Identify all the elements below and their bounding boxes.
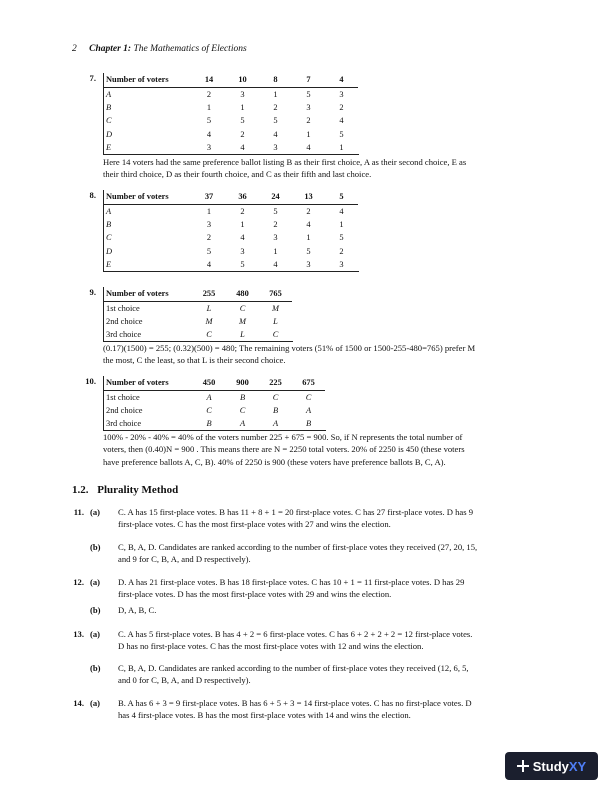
answer-number: 11.	[73, 507, 84, 517]
problem-number: 7.	[89, 73, 96, 83]
table-cell: C	[239, 304, 246, 313]
page-number: 2	[72, 44, 77, 54]
header-label: Number of voters	[104, 287, 192, 302]
row-label: 3rd choice	[106, 419, 142, 429]
row-label: A	[106, 207, 112, 216]
note-line: Here 14 voters had the same preference ballot listing B as their first choice, A as their second choice, E as	[103, 157, 467, 167]
problem-7-explanation	[103, 156, 573, 181]
count-cell: 5	[325, 190, 358, 205]
part-label: (a)	[90, 629, 101, 639]
count-cell: 255	[192, 287, 226, 302]
part-label: (a)	[90, 507, 101, 517]
table-cell: 1	[339, 142, 344, 152]
table-cell: 2	[273, 103, 278, 113]
table-cell: C	[239, 406, 246, 416]
table-row	[104, 404, 325, 417]
table-row	[104, 258, 358, 271]
table-cell: 4	[273, 129, 278, 139]
answer-line: and 0 for C, B, A, and D respectively).	[118, 675, 251, 686]
table-cell: 2	[306, 207, 311, 216]
count-cell: 10	[226, 73, 259, 88]
table-cell: 5	[206, 246, 212, 256]
table-cell: 5	[306, 90, 311, 99]
chapter-label: Chapter 1:	[89, 44, 132, 54]
count-cell: 13	[292, 190, 325, 205]
running-header	[72, 44, 247, 54]
table-cell: M	[205, 317, 213, 327]
table-cell: 2	[306, 116, 311, 126]
answer-number: 13.	[73, 629, 84, 639]
count-cell: 765	[259, 287, 292, 302]
table-cell: 3	[306, 103, 311, 113]
table-cell: 5	[240, 259, 245, 269]
table-cell: A	[272, 419, 279, 429]
table-header-row	[104, 73, 358, 88]
logo-text	[533, 759, 586, 774]
count-cell: 14	[192, 73, 226, 88]
table-cell: 1	[206, 103, 212, 113]
table-row	[104, 391, 325, 405]
table-cell: 3	[339, 259, 344, 269]
preference-table-7	[104, 73, 358, 154]
table-cell: 1	[240, 220, 245, 230]
answer-line: C. A has 15 first-place votes. B has 11 + 8 + 1 = 20 first-place votes. C has 27 first-place votes. D has 9	[118, 507, 474, 517]
table-cell: 3	[240, 90, 245, 99]
answer-line: D, A, B, C.	[118, 605, 157, 615]
table-header-row	[104, 287, 292, 302]
table-cell: 5	[206, 116, 212, 126]
row-label: 1st choice	[106, 393, 140, 402]
table-cell: 5	[240, 116, 245, 126]
count-cell: 900	[226, 376, 259, 391]
row-label: 2nd choice	[106, 317, 143, 327]
table-cell: C	[206, 330, 212, 340]
table-row	[104, 141, 358, 154]
studyxy-logo[interactable]	[505, 752, 598, 780]
answer-12-part-a	[73, 576, 578, 600]
table-row	[104, 128, 358, 141]
answer-12-part-b	[90, 604, 578, 616]
note-line: 100% - 20% - 40% = 40% of the voters number 225 + 675 = 900. So, if N represents the total number of	[103, 432, 463, 442]
answer-line: has 4 first-place votes. B has the most first-place votes with 14 and wins the election.	[118, 710, 411, 721]
problem-number: 10.	[85, 376, 96, 386]
answer-line: C. A has 5 first-place votes. B has 4 + 2 = 6 first-place votes. C has 6 + 2 + 2 + 2 = 12 first-place votes.	[118, 629, 473, 639]
row-label: 1st choice	[106, 304, 140, 313]
table-cell: 2	[206, 90, 212, 99]
answer-13-part-b	[90, 662, 578, 686]
table-cell: L	[273, 317, 278, 327]
table-cell: 4	[339, 116, 344, 126]
table-header-row	[104, 376, 325, 391]
answer-line: C, B, A, D. Candidates are ranked according to the number of first-place votes they received (27, 20, 15,	[118, 542, 478, 552]
brand-accent: XY	[568, 758, 587, 774]
table-cell: A	[305, 406, 312, 416]
table-cell: 4	[206, 259, 212, 269]
table-cell: 4	[206, 129, 212, 139]
table-cell: L	[240, 330, 245, 340]
table-cell: B	[305, 419, 312, 429]
row-label: 2nd choice	[106, 406, 143, 416]
plus-icon	[517, 760, 529, 772]
note-line: voters, then (0.40)N = 900 . This means there are N = 2250 total voters. 20% of 2250 is 450 (these voters	[103, 444, 465, 455]
table-cell: 1	[339, 220, 344, 230]
table-cell: C	[206, 406, 212, 416]
table-cell: 2	[240, 129, 245, 139]
table-cell: M	[272, 304, 279, 313]
table-cell: 4	[339, 207, 344, 216]
table-cell: A	[206, 393, 212, 402]
note-line: the most, C the least, so that L is their second choice.	[103, 355, 286, 366]
part-label: (b)	[90, 542, 101, 552]
row-label: D	[106, 246, 113, 256]
table-cell: 3	[273, 233, 278, 243]
table-row	[104, 315, 292, 328]
table-cell: C	[272, 330, 279, 340]
table-cell: 3	[240, 246, 245, 256]
table-row	[104, 417, 325, 430]
preference-table-9	[104, 287, 292, 342]
answer-line: B. A has 6 + 3 = 9 first-place votes. B has 6 + 5 + 3 = 14 first-place votes. C has no first-place votes. D	[118, 698, 472, 708]
table-cell: L	[206, 304, 212, 313]
table-cell: B	[272, 406, 279, 416]
table-cell: 1	[306, 129, 311, 139]
row-label: B	[106, 220, 112, 230]
table-cell: 3	[339, 90, 344, 99]
answer-line: first-place votes. D has the most first-place votes with 29 and wins the election.	[118, 589, 392, 600]
answer-11-part-a	[73, 506, 578, 530]
section-heading	[72, 484, 178, 496]
count-cell: 36	[226, 190, 259, 205]
table-cell: 1	[273, 246, 278, 256]
count-cell: 480	[226, 287, 259, 302]
count-cell: 4	[325, 73, 358, 88]
problem-10-explanation	[103, 431, 573, 468]
chapter-title: The Mathematics of Elections	[133, 44, 247, 54]
table-cell: 2	[240, 207, 245, 216]
answer-line: D. A has 21 first-place votes. B has 18 first-place votes. C has 10 + 1 = 11 first-place votes. D has 29	[118, 577, 465, 587]
count-cell: 675	[292, 376, 325, 391]
table-cell: 2	[339, 103, 344, 113]
table-cell: 1	[206, 207, 212, 216]
header-label: Number of voters	[104, 376, 192, 391]
table-cell: 4	[240, 142, 245, 152]
header-label: Number of voters	[104, 190, 192, 205]
table-row	[104, 88, 358, 102]
table-cell: 5	[306, 246, 311, 256]
table-cell: 4	[240, 233, 245, 243]
section-number: 1.2.	[72, 484, 89, 496]
table-row	[104, 218, 358, 231]
brand-main: Study	[532, 758, 569, 774]
answer-number: 12.	[73, 577, 84, 587]
answer-line: and 9 for C, B, A, and D respectively).	[118, 554, 251, 565]
note-line: their third choice, D as their fourth choice, and C as their fifth and last choice.	[103, 169, 372, 180]
table-cell: B	[239, 393, 246, 402]
table-row	[104, 205, 358, 219]
row-label: C	[106, 116, 112, 126]
table-row	[104, 245, 358, 258]
row-label: E	[106, 259, 112, 269]
table-cell: C	[305, 393, 312, 402]
table-cell: 4	[273, 259, 278, 269]
answer-number: 14.	[73, 698, 84, 708]
table-row	[104, 114, 358, 127]
count-cell: 8	[259, 73, 292, 88]
answer-13-part-a	[73, 628, 578, 652]
part-label: (a)	[90, 577, 101, 587]
table-cell: 4	[306, 220, 311, 230]
table-cell: 1	[273, 90, 278, 99]
table-row	[104, 101, 358, 114]
table-cell: 2	[206, 233, 212, 243]
table-cell: 1	[240, 103, 245, 113]
table-cell: 5	[339, 129, 344, 139]
count-cell: 37	[192, 190, 226, 205]
problem-number: 9.	[89, 287, 96, 297]
row-label: B	[106, 103, 112, 113]
table-cell: 5	[273, 116, 278, 126]
row-label: 3rd choice	[106, 330, 142, 340]
answer-line: first-place votes. C has the most first-place votes with 27 and wins the election.	[118, 519, 391, 530]
answer-11-part-b	[90, 541, 578, 565]
header-label: Number of voters	[104, 73, 192, 88]
table-cell: 3	[273, 142, 278, 152]
table-cell: 2	[339, 246, 344, 256]
note-line: have preference ballots A, C, B). 40% of 2250 is 900 (these voters have preference ballots B, C, A).	[103, 456, 446, 467]
part-label: (b)	[90, 605, 101, 615]
row-label: A	[106, 90, 112, 99]
problem-9-explanation	[103, 342, 573, 367]
table-cell: 3	[206, 142, 212, 152]
table-row	[104, 302, 292, 316]
row-label: E	[106, 142, 112, 152]
table-header-row	[104, 190, 358, 205]
table-cell: 4	[306, 142, 311, 152]
part-label: (b)	[90, 663, 101, 673]
table-row	[104, 231, 358, 244]
preference-table-10	[104, 376, 325, 431]
table-cell: 5	[339, 233, 344, 243]
row-label: C	[106, 233, 112, 243]
table-cell: 5	[273, 207, 278, 216]
problem-number: 8.	[89, 190, 96, 200]
answer-line: C, B, A, D. Candidates are ranked according to the number of first-place votes they received (12, 6, 5,	[118, 663, 469, 673]
table-row	[104, 328, 292, 341]
table-cell: A	[239, 419, 246, 429]
count-cell: 7	[292, 73, 325, 88]
part-label: (a)	[90, 698, 101, 708]
count-cell: 450	[192, 376, 226, 391]
answer-line: D has no first-place votes. C has the most first-place votes with 12 and wins the election.	[118, 641, 424, 652]
table-cell: B	[206, 419, 212, 429]
count-cell: 225	[259, 376, 292, 391]
table-cell: M	[239, 317, 246, 327]
preference-table-8	[104, 190, 358, 271]
section-title: Plurality Method	[97, 484, 179, 496]
answer-14-part-a	[73, 697, 578, 721]
table-cell: 1	[306, 233, 311, 243]
table-cell: C	[272, 393, 279, 402]
table-cell: 2	[273, 220, 278, 230]
count-cell: 24	[259, 190, 292, 205]
row-label: D	[106, 129, 113, 139]
note-line: (0.17)(1500) = 255; (0.32)(500) = 480; The remaining voters (51% of 1500 or 1500-255-480=765) prefer M	[103, 343, 476, 353]
table-cell: 3	[206, 220, 212, 230]
table-cell: 3	[306, 259, 311, 269]
